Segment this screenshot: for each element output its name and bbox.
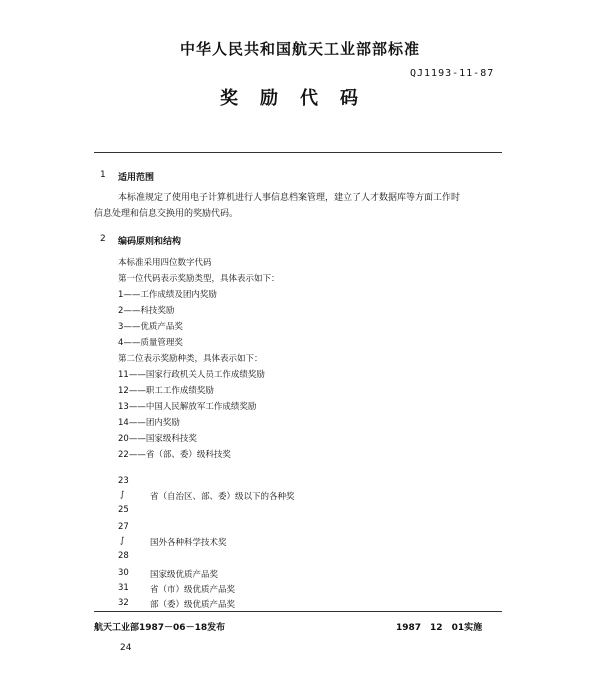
section-1-title: 适用范围 [118, 173, 155, 183]
list-item: 14——团内奖励 [118, 418, 180, 428]
document-title: 奖励代码 [220, 88, 380, 109]
range-start-code: 23 [118, 476, 129, 486]
code-item-code: 32 [118, 598, 129, 608]
code-item-text: 国家级优质产品奖 [150, 570, 219, 580]
list-item: 13——中国人民解放军工作成绩奖励 [118, 402, 257, 412]
section-1-text-line2: 信息处理和信息交换用的奖励代码。 [94, 209, 239, 219]
issuer-heading: 中华人民共和国航天工业部部标准 [179, 40, 420, 58]
code-item-code: 31 [118, 583, 129, 593]
list-item: 1——工作成绩及团内奖励 [118, 290, 217, 300]
range-symbol: ∫ [120, 490, 125, 500]
section-2-number: 2 [100, 234, 106, 244]
list-item: 3——优质产品奖 [118, 322, 183, 332]
effective-date: 1987 12 01实施 [396, 623, 483, 633]
section-1-text-line1: 本标准规定了使用电子计算机进行人事信息档案管理，建立了人才数据库等方面工作时 [118, 193, 461, 203]
section-2-title: 编码原则和结构 [118, 237, 182, 247]
code-item-text: 部（委）级优质产品奖 [150, 600, 236, 610]
list-item: 第二位表示奖励种类，具体表示如下： [118, 354, 263, 364]
list-item: 2——科技奖励 [118, 306, 175, 316]
range-end-code: 25 [118, 505, 129, 515]
list-item: 12——职工工作成绩奖励 [118, 386, 214, 396]
range-end-code: 28 [118, 551, 129, 561]
list-item: 本标准采用四位数字代码 [118, 258, 212, 268]
range-description: 国外各种科学技术奖 [150, 538, 227, 548]
page-number: 24 [120, 643, 132, 653]
list-item: 第一位代码表示奖励类型，具体表示如下： [118, 274, 280, 284]
section-1-number: 1 [100, 170, 106, 180]
standard-code: QJ1193-11-87 [410, 68, 495, 79]
list-item: 20——国家级科技奖 [118, 434, 197, 444]
list-item: 22——省（部、委）级科技奖 [118, 450, 231, 460]
code-item-code: 30 [118, 568, 129, 578]
footer-divider [94, 611, 502, 612]
code-item-text: 省（市）级优质产品奖 [150, 585, 236, 595]
list-item: 4——质量管理奖 [118, 338, 183, 348]
range-symbol: ∫ [120, 536, 125, 546]
list-item: 11——国家行政机关人员工作成绩奖励 [118, 370, 265, 380]
header-divider [94, 152, 502, 153]
range-start-code: 27 [118, 522, 129, 532]
range-description: 省（自治区、部、委）级以下的各种奖 [150, 492, 295, 502]
issue-date: 航天工业部1987－06－18发布 [94, 623, 226, 633]
